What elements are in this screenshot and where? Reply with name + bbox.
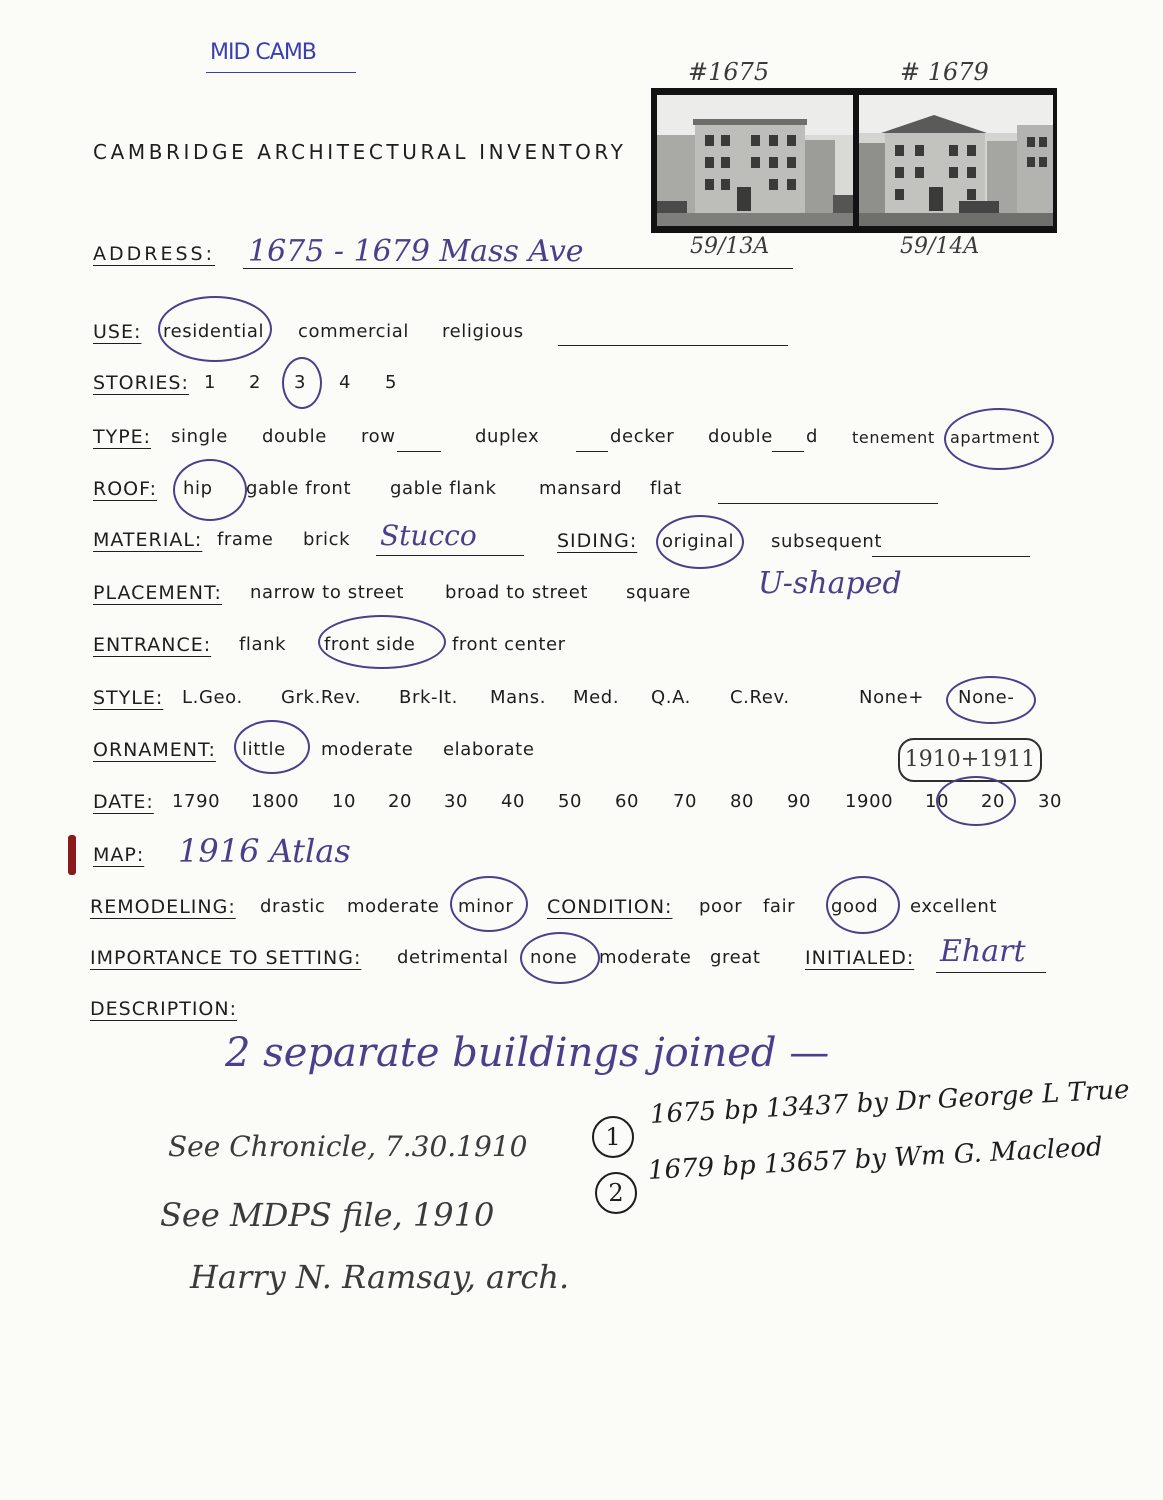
type-option-double: double — [262, 426, 327, 447]
date-note-box: 1910+1911 — [898, 738, 1042, 782]
importance-label: IMPORTANCE TO SETTING: — [90, 947, 362, 969]
placement-option-broad: broad to street — [445, 582, 589, 603]
date-option-60: 60 — [615, 791, 640, 812]
stamp-mid-camb: MID CAMB — [210, 40, 316, 65]
date-option-1920: 20 — [981, 791, 1006, 812]
ornament-option-elaborate: elaborate — [443, 739, 535, 760]
style-option-lgeo: L.Geo. — [182, 687, 243, 708]
roof-option-hip: hip — [183, 478, 213, 499]
circle-little — [234, 720, 310, 774]
material-blank — [376, 555, 524, 556]
initialed-label: INITIALED: — [805, 947, 915, 969]
type-option-decker: decker — [610, 426, 675, 447]
photo-caption-2: 59/14A — [900, 234, 980, 259]
condition-option-good: good — [831, 896, 879, 917]
type-label: TYPE: — [93, 426, 152, 448]
placement-option-narrow: narrow to street — [250, 582, 405, 603]
material-written-stucco: Stucco — [380, 519, 477, 552]
style-option-none-plus: None+ — [859, 687, 925, 708]
roof-label: ROOF: — [93, 478, 157, 500]
type-row-blank — [397, 451, 441, 452]
stories-option-2: 2 — [249, 372, 262, 393]
photo-number-1: #1675 — [688, 58, 770, 86]
form-header: CAMBRIDGE ARCHITECTURAL INVENTORY — [93, 140, 627, 164]
type-option-apartment: apartment — [950, 428, 1040, 447]
stamp-underline — [206, 72, 356, 73]
style-option-none-minus: None- — [958, 687, 1015, 708]
date-option-1900: 1900 — [845, 791, 894, 812]
type-double-d-blank — [772, 451, 804, 452]
roof-option-gable-front: gable front — [246, 478, 352, 499]
note-architect: Harry N. Ramsay, arch. — [190, 1258, 570, 1296]
material-option-brick: brick — [303, 529, 351, 550]
initialed-line — [936, 972, 1046, 973]
condition-option-fair: fair — [763, 896, 796, 917]
roof-option-mansard: mansard — [539, 478, 623, 499]
description-text: 2 separate buildings joined — — [225, 1030, 830, 1076]
type-option-double-d-prefix: double — [708, 426, 773, 447]
style-option-brkit: Brk-It. — [399, 687, 458, 708]
date-label: DATE: — [93, 791, 154, 813]
building-photo-1679 — [859, 95, 1053, 226]
type-option-double-d-suffix: d — [806, 426, 819, 447]
date-option-20: 20 — [388, 791, 413, 812]
photo-strip — [651, 88, 1057, 233]
stories-option-5: 5 — [385, 372, 398, 393]
type-decker-blank — [576, 451, 608, 452]
stories-option-3: 3 — [294, 372, 307, 393]
remodeling-option-moderate: moderate — [347, 896, 440, 917]
permit-2-note: 1679 bp 13657 by Wm G. Macleod — [647, 1132, 1104, 1186]
roof-option-gable-flank: gable flank — [390, 478, 497, 499]
circle-front-side — [318, 615, 446, 669]
importance-option-moderate: moderate — [599, 947, 692, 968]
ornament-option-little: little — [242, 739, 286, 760]
stories-option-4: 4 — [339, 372, 352, 393]
circle-hip — [173, 459, 247, 521]
address-value: 1675 - 1679 Mass Ave — [248, 234, 584, 269]
map-margin-mark — [68, 835, 76, 875]
permit-1-number: 1 — [592, 1116, 634, 1158]
type-option-duplex: duplex — [475, 426, 540, 447]
material-label: MATERIAL: — [93, 529, 203, 551]
circle-minor — [450, 876, 528, 932]
entrance-option-front-center: front center — [452, 634, 566, 655]
stories-option-1: 1 — [204, 372, 217, 393]
circle-date-20 — [936, 776, 1016, 826]
address-label: ADDRESS: — [93, 243, 215, 265]
importance-option-detrimental: detrimental — [397, 947, 509, 968]
condition-option-excellent: excellent — [910, 896, 998, 917]
circle-none — [520, 932, 600, 984]
map-label: MAP: — [93, 844, 145, 866]
stories-label: STORIES: — [93, 372, 189, 394]
initialed-written: Ehart — [940, 934, 1026, 969]
material-option-frame: frame — [217, 529, 274, 550]
use-label: USE: — [93, 321, 142, 343]
type-option-tenement: tenement — [852, 428, 935, 447]
photo-number-2: # 1679 — [900, 58, 989, 86]
importance-option-none: none — [530, 947, 578, 968]
circle-good — [826, 876, 900, 934]
remodeling-option-minor: minor — [458, 896, 514, 917]
remodeling-option-drastic: drastic — [260, 896, 326, 917]
note-chronicle: See Chronicle, 7.30.1910 — [168, 1130, 528, 1163]
date-option-1800: 1800 — [251, 791, 300, 812]
date-option-1910: 10 — [925, 791, 950, 812]
type-option-row: row — [361, 426, 396, 447]
placement-written-u-shaped: U-shaped — [758, 566, 902, 601]
style-option-mans: Mans. — [490, 687, 547, 708]
date-option-1930: 30 — [1038, 791, 1063, 812]
date-option-1790: 1790 — [172, 791, 221, 812]
date-option-40: 40 — [501, 791, 526, 812]
date-option-90: 90 — [787, 791, 812, 812]
remodeling-label: REMODELING: — [90, 896, 236, 918]
use-option-commercial: commercial — [298, 321, 409, 342]
address-line — [243, 268, 793, 269]
style-option-med: Med. — [573, 687, 620, 708]
use-option-religious: religious — [442, 321, 524, 342]
date-option-10: 10 — [332, 791, 357, 812]
circle-stories-3 — [282, 357, 322, 409]
date-option-50: 50 — [558, 791, 583, 812]
entrance-option-front-side: front side — [324, 634, 416, 655]
use-option-residential: residential — [163, 321, 265, 342]
date-option-80: 80 — [730, 791, 755, 812]
date-option-70: 70 — [673, 791, 698, 812]
ornament-label: ORNAMENT: — [93, 739, 216, 761]
placement-option-square: square — [626, 582, 691, 603]
circle-none-minus — [946, 676, 1036, 724]
siding-label: SIDING: — [557, 530, 638, 552]
style-option-crev: C.Rev. — [730, 687, 790, 708]
condition-label: CONDITION: — [547, 896, 673, 918]
circle-apartment — [944, 408, 1054, 470]
note-mdps-file: See MDPS file, 1910 — [160, 1196, 495, 1234]
photo-caption-1: 59/13A — [690, 234, 770, 259]
circle-residential — [158, 296, 272, 362]
description-label: DESCRIPTION: — [90, 998, 238, 1020]
type-option-single: single — [171, 426, 228, 447]
style-option-grkrev: Grk.Rev. — [281, 687, 362, 708]
permit-1-note: 1675 bp 13437 by Dr George L True — [649, 1074, 1131, 1130]
map-written: 1916 Atlas — [178, 832, 351, 870]
building-photo-1675 — [657, 95, 853, 226]
date-option-30: 30 — [444, 791, 469, 812]
roof-option-flat: flat — [650, 478, 682, 499]
circle-original — [656, 515, 744, 569]
siding-blank — [872, 556, 1030, 557]
permit-2-number: 2 — [595, 1172, 637, 1214]
condition-option-poor: poor — [699, 896, 743, 917]
ornament-option-moderate: moderate — [321, 739, 414, 760]
importance-option-great: great — [710, 947, 761, 968]
entrance-label: ENTRANCE: — [93, 634, 212, 656]
siding-option-subsequent: subsequent — [771, 531, 883, 552]
placement-label: PLACEMENT: — [93, 582, 222, 604]
entrance-option-flank: flank — [239, 634, 287, 655]
style-label: STYLE: — [93, 687, 164, 709]
siding-option-original: original — [662, 531, 735, 552]
roof-blank — [718, 503, 938, 504]
use-blank — [558, 345, 788, 346]
style-option-qa: Q.A. — [651, 687, 692, 708]
